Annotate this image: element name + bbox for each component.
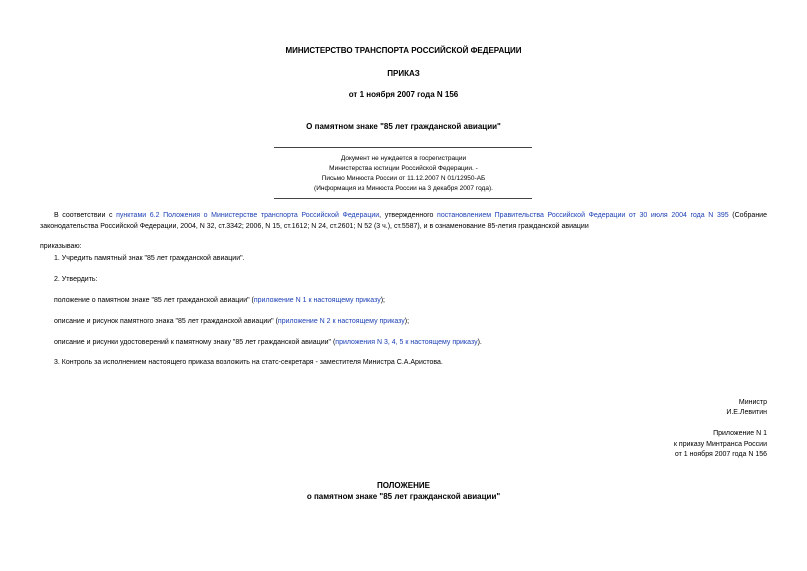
registration-note-line: Письмо Минюста России от 11.12.2007 N 01/12950-АБ: [321, 175, 486, 182]
document-subject: О памятном знаке "85 лет гражданской авиации": [306, 122, 501, 131]
registration-note-line: (Информация из Минюста России на 3 декабря 2007 года).: [314, 185, 493, 192]
preamble-paragraph: [40, 210, 767, 232]
section-title: ПОЛОЖЕНИЕ: [377, 481, 430, 490]
ministry-title: МИНИСТЕРСТВО ТРАНСПОРТА РОССИЙСКОЙ ФЕДЕРАЦИИ: [285, 46, 522, 55]
sub-item-1: [54, 296, 767, 306]
signature-title: Министр: [738, 399, 767, 406]
link-appendix-2[interactable]: приложение N 2 к настоящему приказу: [277, 318, 405, 325]
document-date: от 1 ноября 2007 года N 156: [348, 90, 459, 99]
sub-item-text: );: [404, 318, 410, 325]
sub-item-text: );: [380, 297, 385, 304]
item-2: 2. Утвердить:: [54, 276, 98, 283]
registration-note-line: Министерства юстиции Российской Федерации. -: [329, 165, 478, 172]
preamble-text: (Собрание законодательства Российской Федерации, 2004, N 32, ст.3342; 2006, N 15, ст.1612; N 24, ст.2601; N 52 (3 ч.), ст.5587), и в ознаменование 85-летия гражданской авиации: [40, 212, 767, 230]
sub-item-text: описание и рисунок памятного знака "85 лет гражданской авиации" (: [54, 318, 278, 325]
preamble-text: В соответствии с: [54, 212, 117, 219]
appendix-line-3: от 1 ноября 2007 года N 156: [674, 451, 767, 458]
document-type: ПРИКАЗ: [387, 69, 420, 78]
order-word: приказываю:: [40, 243, 82, 250]
link-government-decree-395[interactable]: постановлением Правительства Российской Федерации от 30 июля 2004 года N 395: [437, 212, 729, 219]
sub-item-text: описание и рисунки удостоверений к памятному знаку "85 лет гражданской авиации" (: [54, 339, 336, 346]
section-subtitle: о памятном знаке "85 лет гражданской авиации": [306, 492, 501, 501]
link-regulation-6-2[interactable]: пунктами 6.2 Положения о Министерстве транспорта Российской Федерации: [116, 212, 380, 219]
link-appendices-3-4-5[interactable]: приложения N 3, 4, 5 к настоящему приказу: [335, 339, 478, 346]
sub-item-3: [54, 338, 767, 348]
appendix-line-2: к приказу Минтранса России: [673, 441, 767, 448]
sub-item-2: [54, 317, 767, 327]
registration-note-line: Документ не нуждается в госрегистрации: [340, 155, 467, 162]
item-3: 3. Контроль за исполнением настоящего приказа возложить на статс-секретаря - заместителя Министра С.А.Аристова.: [54, 359, 443, 366]
link-appendix-1[interactable]: приложение N 1 к настоящему приказу: [253, 297, 381, 304]
divider-bottom: [274, 198, 532, 199]
item-1: 1. Учредить памятный знак "85 лет гражданской авиации".: [54, 255, 245, 262]
sub-item-text: ).: [477, 339, 482, 346]
registration-note: [0, 154, 807, 194]
preamble-text: , утвержденного: [379, 212, 438, 219]
appendix-line-1: Приложение N 1: [713, 430, 767, 437]
divider-top: [274, 147, 532, 148]
signature-name: И.Е.Левитин: [726, 409, 767, 416]
sub-item-text: положение о памятном знаке "85 лет гражданской авиации" (: [54, 297, 254, 304]
